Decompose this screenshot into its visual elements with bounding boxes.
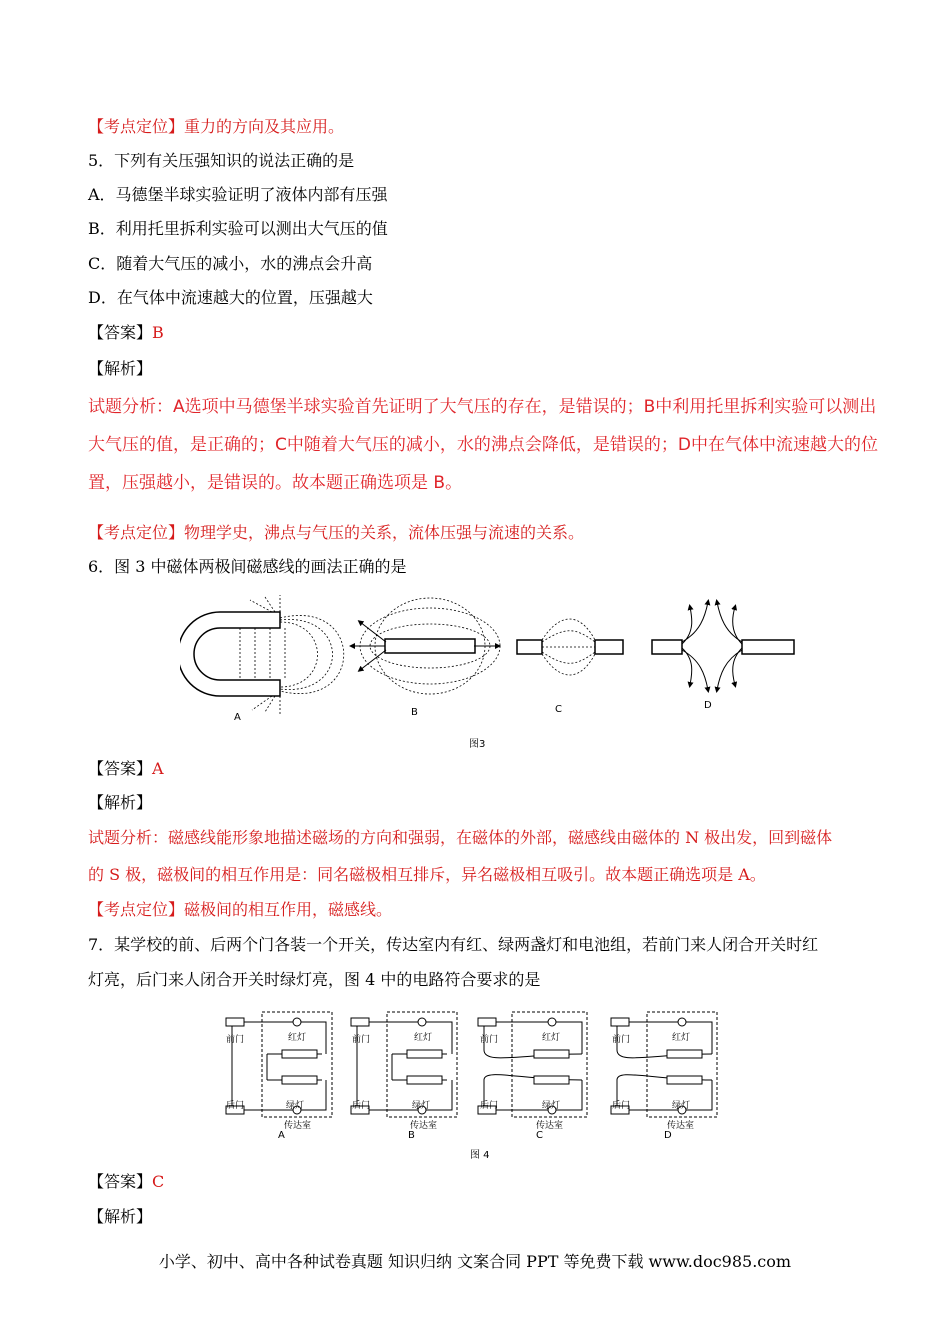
q5-answer xyxy=(88,323,164,343)
magnet-field-figure xyxy=(180,592,800,752)
kp-text: 重力的方向及其应用。 xyxy=(184,117,345,136)
label-room-d: 传达室 xyxy=(667,1121,695,1131)
answer-label: 【答案】 xyxy=(88,1172,153,1191)
q7-analysis-label: 【解析】 xyxy=(88,1207,153,1226)
label-green-d: 绿灯 xyxy=(672,1101,691,1111)
fig4-label-b: B xyxy=(408,1130,415,1141)
q7-answer xyxy=(88,1172,164,1192)
label-green-a: 绿灯 xyxy=(286,1101,305,1111)
label-front-a: 前门 xyxy=(226,1035,245,1045)
q5-analysis-line-1: 试题分析：A选项中马德堡半球实验首先证明了大气压的存在，是错误的；B中利用托里拆利实验可以测出 xyxy=(88,397,877,417)
kp-label: 【考点定位】 xyxy=(88,523,185,542)
circuit-diagrams xyxy=(222,1010,722,1130)
q5-option-b: B．利用托里拆利实验可以测出大气压的值 xyxy=(88,219,388,238)
fig3-label-d: D xyxy=(704,700,712,711)
figure-d-poles xyxy=(652,602,794,690)
label-back-a: 后门 xyxy=(226,1101,245,1111)
circuit-figure xyxy=(222,1010,722,1160)
kp-text: 磁极间的相互作用，磁感线。 xyxy=(184,900,393,919)
q6-analysis-line-2: 的 S 极，磁极间的相互作用是：同名磁极相互排斥，异名磁极相互吸引。故本题正确选项是 A。 xyxy=(88,865,766,884)
answer-label: 【答案】 xyxy=(88,759,153,778)
answer-value: A xyxy=(152,759,164,778)
label-red-c: 红灯 xyxy=(542,1033,561,1043)
label-red-b: 红灯 xyxy=(414,1033,433,1043)
q7-stem-line-1: 7．某学校的前、后两个门各装一个开关，传达室内有红、绿两盏灯和电池组，若前门来人闭合开关时红 xyxy=(88,935,819,954)
label-green-c: 绿灯 xyxy=(542,1101,561,1111)
q5-option-c: C．随着大气压的减小，水的沸点会升高 xyxy=(88,254,373,273)
page-footer: 小学、初中、高中各种试卷真题 知识归纳 文案合同 PPT 等免费下载 www.doc985.com xyxy=(158,1252,792,1271)
fig3-label-c: C xyxy=(555,704,562,715)
label-green-b: 绿灯 xyxy=(412,1101,431,1111)
fig4-caption: 图 4 xyxy=(470,1150,490,1161)
fig3-label-a: A xyxy=(234,712,241,723)
label-back-b: 后门 xyxy=(352,1101,371,1111)
label-back-d: 后门 xyxy=(612,1101,631,1111)
label-red-a: 红灯 xyxy=(288,1033,307,1043)
kp-text: 物理学史，沸点与气压的关系，流体压强与流速的关系。 xyxy=(184,523,585,542)
fig4-label-a: A xyxy=(278,1130,285,1141)
q6-analysis-label: 【解析】 xyxy=(88,793,153,812)
q6-stem: 6．图 3 中磁体两极间磁感线的画法正确的是 xyxy=(88,557,407,576)
kp-q6 xyxy=(88,900,392,920)
label-room-b: 传达室 xyxy=(410,1121,438,1131)
q5-option-a: A．马德堡半球实验证明了液体内部有压强 xyxy=(88,185,388,204)
answer-value: B xyxy=(152,323,164,342)
label-front-c: 前门 xyxy=(480,1035,499,1045)
label-room-a: 传达室 xyxy=(284,1121,312,1131)
answer-label: 【答案】 xyxy=(88,323,153,342)
label-front-d: 前门 xyxy=(612,1035,631,1045)
q5-analysis-label: 【解析】 xyxy=(88,359,153,378)
q6-analysis-line-1: 试题分析：磁感线能形象地描述磁场的方向和强弱，在磁体的外部，磁感线由磁体的 N 极出发，回到磁体 xyxy=(88,828,833,847)
label-back-c: 后门 xyxy=(480,1101,499,1111)
fig3-label-b: B xyxy=(411,707,418,718)
kp-q5 xyxy=(88,523,584,543)
figure-c-poles xyxy=(517,619,623,675)
figure-b-bar-magnet xyxy=(352,598,500,694)
figure-a-horseshoe xyxy=(180,595,344,714)
kp-q4 xyxy=(88,117,344,137)
q7-stem-line-2: 灯亮，后门来人闭合开关时绿灯亮，图 4 中的电路符合要求的是 xyxy=(88,970,541,989)
q5-analysis-line-2: 大气压的值，是正确的；C中随着大气压的减小，水的沸点会降低，是错误的；D中在气体中流速越大的位 xyxy=(88,435,878,455)
kp-label: 【考点定位】 xyxy=(88,117,185,136)
fig4-label-d: D xyxy=(664,1130,672,1141)
label-red-d: 红灯 xyxy=(672,1033,691,1043)
q5-stem: 5．下列有关压强知识的说法正确的是 xyxy=(88,151,355,170)
label-front-b: 前门 xyxy=(352,1035,371,1045)
answer-value: C xyxy=(152,1172,165,1191)
kp-label: 【考点定位】 xyxy=(88,900,185,919)
q6-answer xyxy=(88,759,164,779)
q5-option-d: D．在气体中流速越大的位置，压强越大 xyxy=(88,288,373,307)
fig3-caption: 图3 xyxy=(469,739,486,750)
q5-analysis-line-3: 置，压强越小，是错误的。故本题正确选项是 B。 xyxy=(88,473,463,493)
fig4-label-c: C xyxy=(536,1130,543,1141)
label-room-c: 传达室 xyxy=(536,1121,564,1131)
